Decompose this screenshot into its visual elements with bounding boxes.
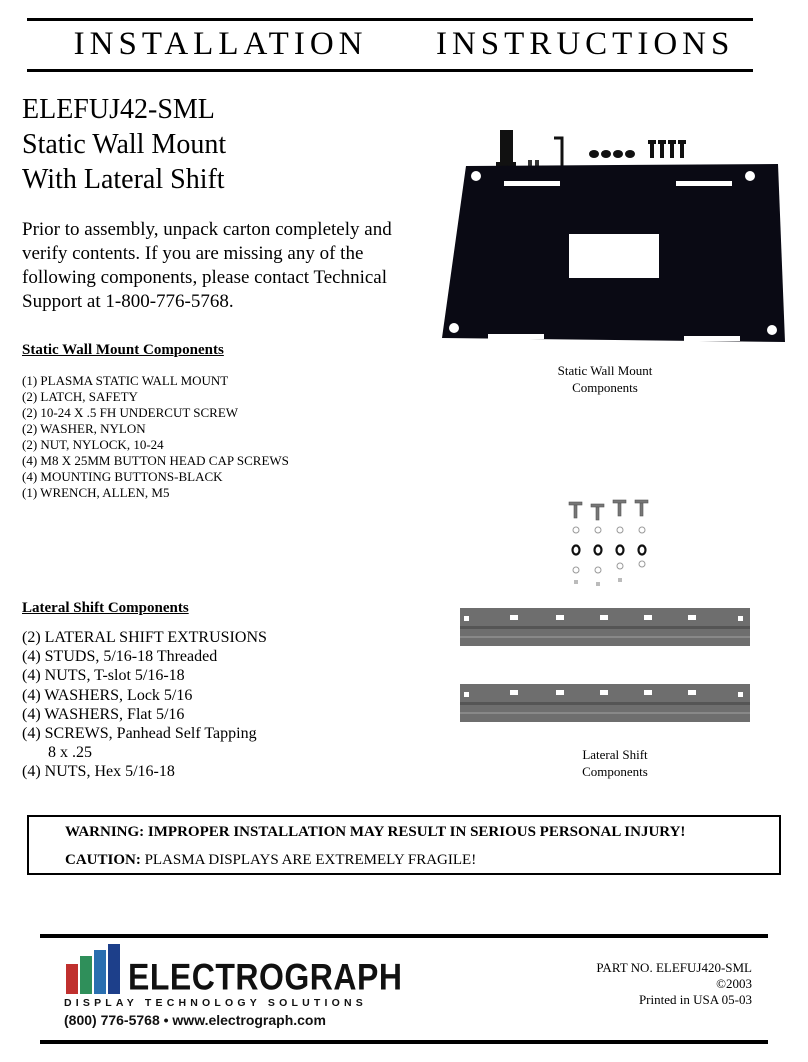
lock-washer [639,546,646,555]
cap-screw [650,142,654,158]
component-item: (4) SCREWS, Panhead Self Tapping [22,725,257,743]
footer-bottom-rule [40,1040,768,1044]
plate-hole [767,325,777,335]
logo-contact: (800) 776-5768 • www.electrograph.com [64,1012,326,1028]
component-item: (2) NUT, NYLOCK, 10-24 [22,437,164,452]
electrograph-logo [64,944,403,1034]
logo-brand: ELECTROGRAPH [128,956,403,998]
title-word-installation: INSTALLATION [73,26,368,62]
allen-wrench [554,138,562,168]
stud [574,504,577,518]
component-item: (4) MOUNTING BUTTONS-BLACK [22,469,223,484]
mounting-button [613,150,623,158]
component-item: (2) 10-24 X .5 FH UNDERCUT SCREW [22,405,239,420]
static-caption [510,362,700,396]
small-screw [528,160,532,166]
static-components-list [22,373,402,501]
lateral-caption-line2: Components [582,764,648,779]
component-item: (1) PLASMA STATIC WALL MOUNT [22,373,229,388]
page-title [0,26,808,63]
static-mount-photo [438,124,788,354]
stud [596,506,599,520]
part-number: PART NO. ELEFUJ420-SML [596,960,752,975]
warning-text: IMPROPER INSTALLATION MAY RESULT IN SERIOUS PERSONAL INJURY! [147,824,686,840]
header-top-rule [27,18,753,21]
warning-line [65,824,685,841]
warning-box [27,815,781,875]
plate-slot [676,181,732,186]
component-item: (4) WASHERS, Flat 5/16 [22,705,185,723]
stud [618,502,621,516]
plate-cutout [569,234,659,278]
component-item: 8 x .25 [48,744,92,762]
cap-screw [680,142,684,158]
plate-hole [449,323,459,333]
warning-label: WARNING: [65,824,145,840]
component-item: (4) NUTS, T-slot 5/16-18 [22,667,185,685]
plate-slot [684,336,740,341]
logo-tagline: DISPLAY TECHNOLOGY SOLUTIONS [64,997,367,1009]
product-model: ELEFUJ42-SML [22,94,215,125]
plate-hole [471,171,481,181]
lock-washer [595,546,602,555]
copyright: ©2003 [716,976,752,991]
lateral-components-list [22,628,402,782]
product-name-line1: Static Wall Mount [22,129,227,160]
product-title [22,92,226,197]
logo-bars-icon [64,944,124,996]
footer-top-rule [40,934,768,938]
caution-text: PLASMA DISPLAYS ARE EXTREMELY FRAGILE! [144,852,477,868]
printed-info: Printed in USA 05-03 [638,992,752,1007]
caution-line [65,852,476,869]
static-caption-line1: Static Wall Mount [557,363,653,378]
lateral-hardware-photo [560,496,660,594]
product-name-line2: With Lateral Shift [22,164,225,195]
plate-hole [745,171,755,181]
mounting-button [601,150,611,158]
component-item: (4) WASHERS, Lock 5/16 [22,686,193,704]
lateral-extrusion-photo [458,606,752,722]
component-item: (4) STUDS, 5/16-18 Threaded [22,648,218,666]
extrusion-bottom [460,684,750,722]
caution-label: CAUTION: [65,852,141,868]
component-item: (2) LATERAL SHIFT EXTRUSIONS [22,629,267,646]
component-item: (2) WASHER, NYLON [22,421,146,436]
lateral-caption-line1: Lateral Shift [582,747,648,762]
component-item: (4) NUTS, Hex 5/16-18 [22,763,175,781]
mounting-button [589,150,599,158]
lock-washer [573,546,580,555]
lock-washer [617,546,624,555]
stud [640,502,643,516]
plate-slot [488,334,544,339]
static-components-heading: Static Wall Mount Components [22,342,224,358]
component-item: (1) WRENCH, ALLEN, M5 [22,485,170,500]
mounting-button [625,150,635,158]
lateral-components-heading: Lateral Shift Components [22,600,189,616]
small-screw [535,160,539,166]
header-bottom-rule [27,69,753,72]
component-item: (4) M8 X 25MM BUTTON HEAD CAP SCREWS [22,453,289,468]
cap-screw [660,142,664,158]
plate-slot [504,181,560,186]
intro-paragraph: Prior to assembly, unpack carton completely and verify contents. If you are missing any of the following components, please contact Technical Support at 1-800-776-5768. [22,219,392,312]
extrusion-top [460,608,750,646]
component-item: (2) LATCH, SAFETY [22,389,138,404]
lateral-caption [520,746,710,780]
footer-part-info [596,960,752,1008]
cap-screw [670,142,674,158]
static-caption-line2: Components [572,380,638,395]
title-word-instructions: INSTRUCTIONS [435,26,735,62]
